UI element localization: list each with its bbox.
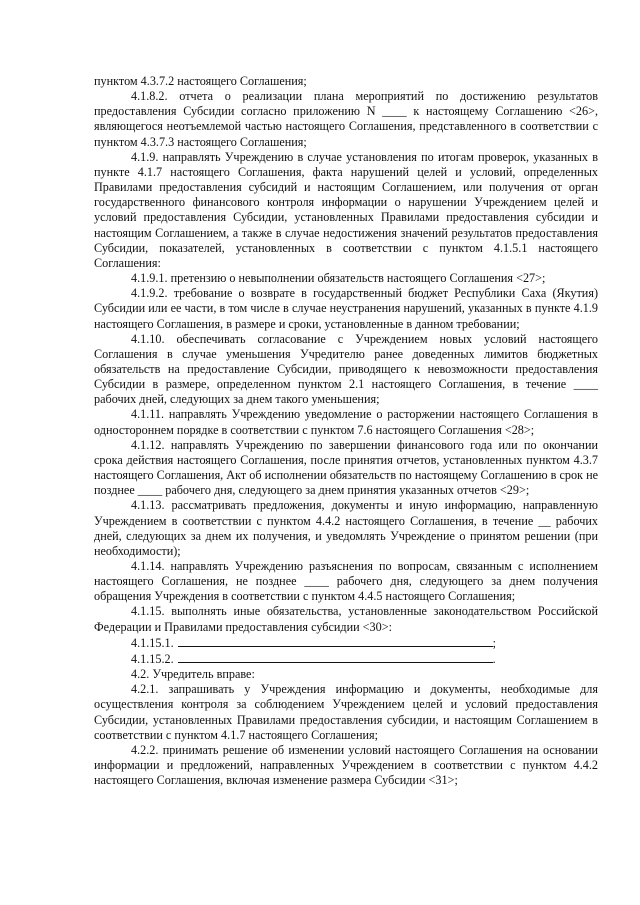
blank-line <box>178 635 493 647</box>
paragraph: 4.1.9.2. требование о возврате в государственный бюджет Республики Саха (Якутия) Субсидии или ее части, в том числе в случае неустранения нарушений, указанных в пункте 4.1.9 настоящего Соглашения, в размере и сроки, установленные в данном требовании; <box>94 286 598 331</box>
paragraph: 4.2.1. запрашивать у Учреждения информацию и документы, необходимые для осуществления контроля за соблюдением Учреждением целей и условий предоставления Субсидии, установленных Правилами предоставления субсидии, и настоящим Соглашением в соответствии с пунктом 4.1.7 настоящего Соглашения; <box>94 682 598 742</box>
paragraph: 4.2.2. принимать решение об изменении условий настоящего Соглашения на основании информации и предложений, направленных Учреждением в соответствии с пунктом 4.4.2 настоящего Соглашения, включая изменение размера Субсидии <31>; <box>94 742 598 788</box>
blank-line <box>178 651 493 663</box>
line-terminator: ; <box>492 635 497 650</box>
line-terminator: . <box>492 651 496 666</box>
paragraph: 4.1.15. выполнять иные обязательства, установленные законодательством Российской Федерации и Правилами предоставления субсидии <30>: <box>94 604 598 634</box>
clause-number: 4.1.15.1. <box>131 635 174 650</box>
paragraph: пунктом 4.3.7.2 настоящего Соглашения; <box>94 74 307 88</box>
clause-number: 4.1.15.2. <box>131 651 174 666</box>
paragraph: 4.1.9. направлять Учреждению в случае установления по итогам проверок, указанных в пункте 4.1.7 настоящего Соглашения, факта нарушений целей и условий, определенных Правилами предоставления субсидий и настоящим Соглашением, или получения от орган государственного финансового контроля информации о нарушении Учреждением целей и условий предоставления Субсидии, установленных Правилами предоставления субсидии и настоящим Соглашением, а также в случае недостижения значений результатов предоставления Субсидии, показателей, установленных в соответствии с пунктом 4.1.5.1 настоящего Соглашения: <box>94 149 598 270</box>
paragraph: 4.1.14. направлять Учреждению разъяснения по вопросам, связанным с исполнением настоящего Соглашения, не позднее ____ рабочего дня, следующего за днем получения обращения Учреждения в соответствии с пунктом 4.4.5 настоящего Соглашения; <box>94 559 598 604</box>
paragraph: 4.1.11. направлять Учреждению уведомление о расторжении настоящего Соглашения в одностороннем порядке в соответствии с пунктом 7.6 настоящего Соглашения <28>; <box>94 407 598 437</box>
fill-in-line-2 <box>94 651 598 667</box>
paragraph: 4.1.9.1. претензию о невыполнении обязательств настоящего Соглашения <27>; <box>131 271 546 286</box>
paragraph: 4.1.10. обеспечивать согласование с Учреждением новых условий настоящего Соглашения в случае уменьшения Учредителю ранее доведенных лимитов бюджетных обязательств на предоставление Субсидии, приводящего к невозможности предоставления Субсидии в размере, определенном пунктом 2.1 настоящего Соглашения, в течение ____ рабочих дней, следующих за днем такого уменьшения; <box>94 331 598 407</box>
paragraph: 4.1.12. направлять Учреждению по завершении финансового года или по окончании срока действия настоящего Соглашения, после принятия отчетов, установленных пунктом 4.3.7 настоящего Соглашения, Акт об исполнении обязательств по настоящему Соглашению в срок не позднее ____ рабочего дня, следующего за днем принятия указанных отчетов <29>; <box>94 437 598 498</box>
paragraph: 4.1.8.2. отчета о реализации плана мероприятий по достижению результатов предоставления Субсидии согласно приложению N ____ к настоящему Соглашению <26>, являющегося неотъемлемой частью настоящего Соглашения, представленного в соответствии с пунктом 4.3.7.3 настоящего Соглашения; <box>94 89 598 149</box>
paragraph: 4.1.13. рассматривать предложения, документы и иную информацию, направленную Учреждением в соответствии с пунктом 4.4.2 настоящего Соглашения, в течение __ рабочих дней, следующих за днем их получения, и уведомлять Учреждение о принятом решении (при необходимости); <box>94 498 598 558</box>
section-heading: 4.2. Учредитель вправе: <box>131 667 255 682</box>
fill-in-line-1 <box>94 635 598 651</box>
